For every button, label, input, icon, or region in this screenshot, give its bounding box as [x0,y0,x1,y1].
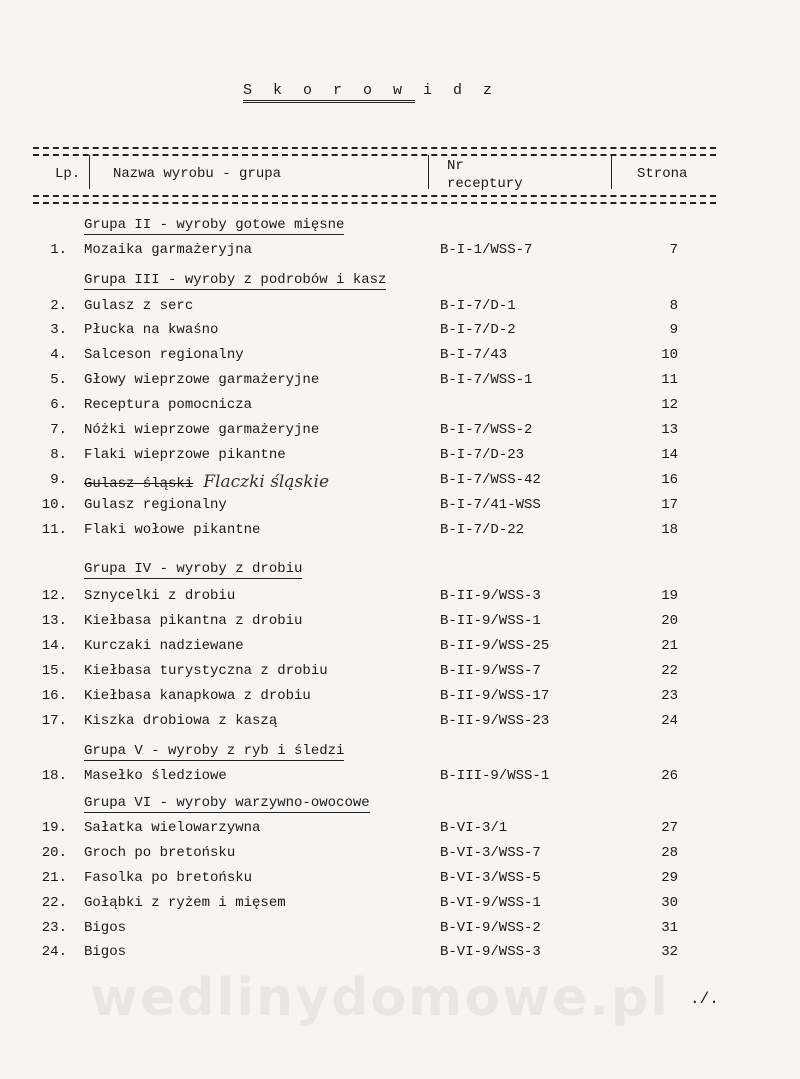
index-row [0,895,800,917]
index-row [0,638,800,660]
index-row [0,472,800,494]
product-name-text: Płucka na kwaśno [84,322,219,338]
row-number: 12. [41,588,67,604]
header-separator [89,155,90,189]
page-number: 19 [661,588,678,604]
row-number: 23. [41,920,67,936]
recipe-number: B-VI-9/WSS-3 [440,944,541,960]
handwritten-correction: Flaczki śląskie [203,472,330,492]
product-name [84,372,319,388]
page-number: 8 [669,298,678,314]
recipe-number: B-I-7/WSS-1 [440,372,533,388]
page-number: 11 [661,372,678,388]
row-number: 8. [50,447,67,463]
product-name-text: Kiełbasa pikantna z drobiu [84,613,303,629]
product-name [84,688,311,704]
index-row [0,522,800,544]
page-number: 7 [669,242,678,258]
product-name [84,895,286,911]
index-row [0,870,800,892]
recipe-number: B-II-9/WSS-7 [440,663,541,679]
index-row [0,768,800,790]
index-row [0,920,800,942]
product-name [84,347,244,363]
page-title: S k o r o w i d z [243,82,499,99]
product-name-text: Gulasz regionalny [84,497,227,513]
page-number: 23 [661,688,678,704]
page-number: 12 [661,397,678,413]
row-number: 4. [50,347,67,363]
product-name [84,944,126,960]
product-name-text: Głowy wieprzowe garmażeryjne [84,372,320,388]
recipe-number: B-II-9/WSS-1 [440,613,541,629]
index-row [0,422,800,444]
row-number: 1. [50,242,67,258]
product-name-text: Nóżki wieprzowe garmażeryjne [84,422,320,438]
row-number: 18. [41,768,67,784]
recipe-number: B-II-9/WSS-17 [440,688,550,704]
row-number: 5. [50,372,67,388]
product-name-text: Gołąbki z ryżem i mięsem [84,895,286,911]
page-number: 20 [661,613,678,629]
index-row [0,944,800,966]
group-heading: Grupa VI - wyroby warzywno-owocowe [84,795,370,811]
index-row [0,298,800,320]
index-row [0,713,800,735]
group-heading: Grupa II - wyroby gotowe mięsne [84,217,345,233]
recipe-number: B-I-7/D-23 [440,447,525,463]
watermark: wedlinydomowe.pl [90,968,671,1028]
product-name-text: Masełko śledziowe [84,768,227,784]
row-number: 14. [41,638,67,654]
recipe-number: B-II-9/WSS-3 [440,588,541,604]
group-heading: Grupa V - wyroby z ryb i śledzi [84,743,345,759]
page-number: 14 [661,447,678,463]
recipe-number: B-VI-9/WSS-1 [440,895,541,911]
row-number: 22. [41,895,67,911]
page-number: 32 [661,944,678,960]
recipe-number: B-VI-3/WSS-7 [440,845,541,861]
recipe-number: B-II-9/WSS-23 [440,713,550,729]
index-row [0,497,800,519]
recipe-number: B-III-9/WSS-1 [440,768,550,784]
title-underline [243,100,415,103]
product-name [84,522,260,538]
index-row [0,372,800,394]
page-number: 21 [661,638,678,654]
index-row [0,820,800,842]
product-name [84,242,252,258]
row-number: 3. [50,322,67,338]
table-top-rule [33,147,716,156]
row-number: 9. [50,472,67,488]
product-name [84,920,126,936]
header-recipe-line2: receptury [447,176,523,192]
page-number: 30 [661,895,678,911]
header-page: Strona [637,166,688,182]
index-row [0,845,800,867]
header-name: Nazwa wyrobu - grupa [113,166,282,182]
product-name-text: Gulasz z serc [84,298,194,314]
row-number: 10. [41,497,67,513]
page-number: 18 [661,522,678,538]
product-name [84,713,277,729]
product-name-text: Bigos [84,944,127,960]
row-number: 2. [50,298,67,314]
header-recipe-line1: Nr [447,158,464,174]
recipe-number: B-VI-3/WSS-5 [440,870,541,886]
index-row [0,322,800,344]
recipe-number: B-I-7/41-WSS [440,497,541,513]
recipe-number: B-II-9/WSS-25 [440,638,550,654]
product-name [84,613,302,629]
row-number: 17. [41,713,67,729]
product-name-text: Gulasz śląski [84,476,194,492]
page-number: 16 [661,472,678,488]
product-name-text: Mozaika garmażeryjna [84,242,253,258]
recipe-number: B-I-1/WSS-7 [440,242,533,258]
header-separator [611,155,612,189]
recipe-number: B-VI-3/1 [440,820,508,836]
page-number: 9 [669,322,678,338]
page-number: 26 [661,768,678,784]
product-name [84,663,328,679]
row-number: 20. [41,845,67,861]
index-row [0,447,800,469]
table-header-rule [33,195,716,204]
product-name-text: Fasolka po bretońsku [84,870,253,886]
row-number: 15. [41,663,67,679]
row-number: 13. [41,613,67,629]
product-name-text: Kiełbasa kanapkowa z drobiu [84,688,311,704]
group-heading: Grupa IV - wyroby z drobiu [84,561,303,577]
product-name-text: Kiszka drobiowa z kaszą [84,713,278,729]
index-row [0,663,800,685]
page-number: 10 [661,347,678,363]
row-number: 16. [41,688,67,704]
product-name [84,768,227,784]
product-name [84,422,319,438]
product-name [84,298,193,314]
recipe-number: B-I-7/D-1 [440,298,516,314]
row-number: 11. [41,522,67,538]
recipe-number: B-I-7/D-2 [440,322,516,338]
product-name [84,638,244,654]
product-name [84,322,218,338]
product-name [84,397,252,413]
recipe-number: B-I-7/WSS-42 [440,472,541,488]
recipe-number: B-VI-9/WSS-2 [440,920,541,936]
page-number: 17 [661,497,678,513]
product-name [84,472,329,492]
row-number: 24. [41,944,67,960]
page-number: 29 [661,870,678,886]
product-name-text: Sznycelki z drobiu [84,588,236,604]
product-name-text: Sałatka wielowarzywna [84,820,261,836]
row-number: 7. [50,422,67,438]
product-name-text: Kurczaki nadziewane [84,638,244,654]
product-name-text: Flaki wołowe pikantne [84,522,261,538]
end-mark: ./. [690,990,719,1008]
recipe-number: B-I-7/WSS-2 [440,422,533,438]
group-heading: Grupa III - wyroby z podrobów i kasz [84,272,387,288]
row-number: 21. [41,870,67,886]
product-name [84,820,260,836]
product-name [84,588,235,604]
index-row [0,688,800,710]
product-name-text: Kiełbasa turystyczna z drobiu [84,663,328,679]
product-name [84,497,227,513]
product-name-text: Receptura pomocnicza [84,397,253,413]
page-number: 13 [661,422,678,438]
product-name [84,870,252,886]
recipe-number: B-I-7/43 [440,347,508,363]
header-lp: Lp. [55,166,81,182]
page-number: 24 [661,713,678,729]
product-name-text: Bigos [84,920,127,936]
page-number: 31 [661,920,678,936]
row-number: 19. [41,820,67,836]
index-row [0,613,800,635]
page-number: 27 [661,820,678,836]
product-name-text: Flaki wieprzowe pikantne [84,447,286,463]
product-name [84,447,286,463]
index-row [0,588,800,610]
page-number: 28 [661,845,678,861]
index-row [0,397,800,419]
recipe-number: B-I-7/D-22 [440,522,525,538]
row-number: 6. [50,397,67,413]
index-row [0,242,800,264]
product-name-text: Salceson regionalny [84,347,244,363]
product-name [84,845,235,861]
header-separator [428,155,429,189]
product-name-text: Groch po bretońsku [84,845,236,861]
index-row [0,347,800,369]
page-number: 22 [661,663,678,679]
